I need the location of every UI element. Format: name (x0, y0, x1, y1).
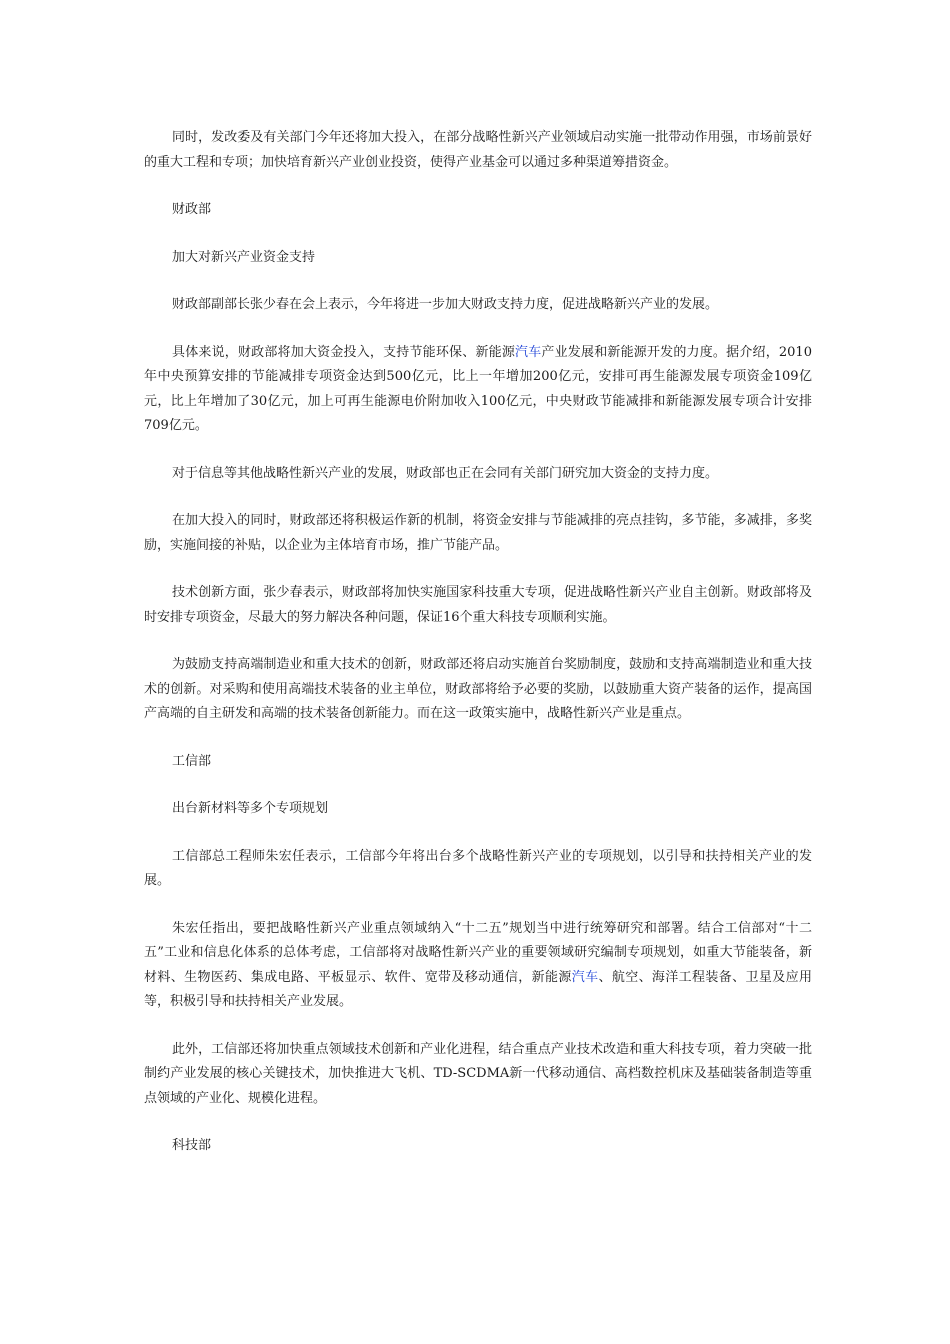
section-heading-keji: 科技部 (172, 1138, 212, 1153)
section-subheading-caizheng: 加大对新兴产业资金支持 (172, 249, 316, 265)
paragraph: 为鼓励支持高端制造业和重大技术的创新，财政部还将启动实施首台奖励制度，鼓励和支持高端制造业和重大技术的创新。对采购和使用高端技术装备的业主单位，财政部将给予必要的奖励，以鼓励重大资产装备的运作，提高国产高端的自主研发和高端的技术装备创新能力。而在这一政策实施中，战略性新兴产业是重点。 (144, 657, 812, 721)
paragraph-text: 产业发展和新能源开发的力度。据介绍，2010年中央预算安排的节能减排专项资金达到500亿元，比上一年增加200亿元，安排可再生能源发展专项资金109亿元，比上年增加了30亿元，加上可再生能源电价附加收入100亿元，中央财政节能减排和新能源发展专项合计安排709亿元。 (144, 344, 812, 433)
document-body (144, 126, 812, 1182)
auto-link[interactable]: 汽车 (515, 344, 542, 360)
paragraph: 财政部副部长张少春在会上表示，今年将进一步加大财政支持力度，促进战略新兴产业的发展。 (172, 297, 719, 312)
paragraph (144, 917, 812, 1015)
paragraph: 在加大投入的同时，财政部还将积极运作新的机制，将资金安排与节能减排的亮点挂钩，多节能，多减排，多奖励，实施间接的补贴，以企业为主体培育市场，推广节能产品。 (144, 513, 812, 553)
paragraph: 此外，工信部还将加快重点领域技术创新和产业化进程，结合重点产业技术改造和重大科技专项，着力突破一批制约产业发展的核心关键技术，加快推进大飞机、TD-SCDMA新一代移动通信、高档数控机床及基础装备制造等重点领域的产业化、规模化进程。 (144, 1041, 812, 1106)
section-heading-gongxin: 工信部 (172, 753, 212, 769)
paragraph: 对于信息等其他战略性新兴产业的发展，财政部也正在会同有关部门研究加大资金的支持力度。 (172, 465, 719, 481)
section-heading-caizheng: 财政部 (172, 202, 212, 217)
paragraph: 同时，发改委及有关部门今年还将加大投入，在部分战略性新兴产业领域启动实施一批带动作用强，市场前景好的重大工程和专项；加快培育新兴产业创业投资，使得产业基金可以通过多种渠道筹措资金。 (144, 130, 812, 170)
paragraph-text: 具体来说，财政部将加大资金投入，支持节能环保、新能源 (172, 344, 516, 360)
paragraph: 技术创新方面，张少春表示，财政部将加快实施国家科技重大专项，促进战略性新兴产业自主创新。财政部将及时安排专项资金，尽最大的努力解决各种问题，保证16个重大科技专项顺利实施。 (144, 585, 812, 625)
section-subheading-gongxin: 出台新材料等多个专项规划 (172, 801, 329, 816)
paragraph: 工信部总工程师朱宏任表示，工信部今年将出台多个战略性新兴产业的专项规划，以引导和扶持相关产业的发展。 (144, 848, 812, 888)
paragraph-text: 朱宏任指出，要把战略性新兴产业重点领域纳入“十二五”规划当中进行统筹研究和部署。结合工信部对“十二五”工业和信息化体系的总体考虑，工信部将对战略性新兴产业的重要领域研究编制专项规划，如重大节能装备，新材料、生物医药、集成电路、平板显示、软件、宽带及移动通信，新能源 (144, 920, 812, 985)
paragraph (144, 341, 812, 439)
paragraph-text: 、航空、海洋工程装备、卫星及应用等，积极引导和扶持相关产业发展。 (144, 969, 812, 1009)
auto-link[interactable]: 汽车 (571, 969, 599, 985)
